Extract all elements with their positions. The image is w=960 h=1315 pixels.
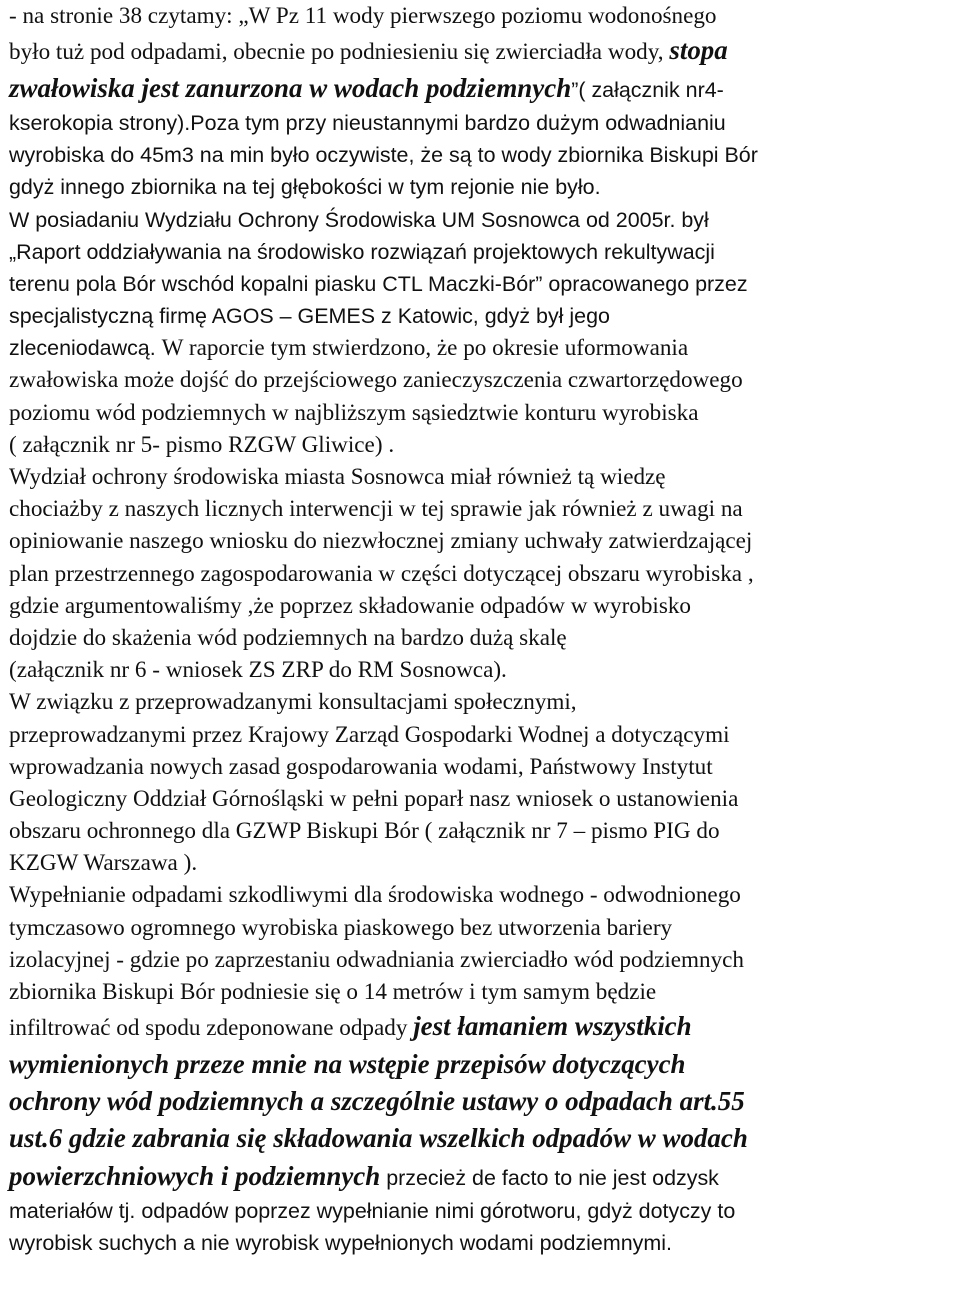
- text-line: [9, 1083, 957, 1120]
- text-line: [9, 171, 957, 203]
- text-line: [9, 461, 957, 493]
- body-text: infiltrować od spodu zdeponowane odpady: [9, 1015, 414, 1042]
- text-line: [9, 300, 957, 332]
- body-text: izolacyjnej - gdzie po zaprzestaniu odwadniania zwierciadło wód podziemnych: [9, 946, 745, 973]
- body-text: było tuż pod odpadami, obecnie po podniesieniu się zwierciadła wody,: [9, 39, 670, 66]
- text-line: [9, 1008, 957, 1045]
- text-line: [9, 719, 957, 751]
- text-line: [9, 590, 957, 622]
- text-line: [9, 815, 957, 847]
- emphasized-text: jest łamaniem wszystkich: [413, 1011, 692, 1042]
- text-line: [9, 558, 957, 590]
- text-line: [9, 107, 957, 139]
- text-line: [9, 1195, 957, 1227]
- text-line: [9, 70, 957, 107]
- body-text: wyrobiska do 45m3 na min było oczywiste, że są to wody zbiornika Biskupi Bór: [9, 143, 758, 168]
- text-line: [9, 686, 957, 718]
- text-line: [9, 139, 957, 171]
- emphasized-text: ochrony wód podziemnych a szczególnie ustawy o odpadach art.55: [9, 1086, 745, 1116]
- emphasized-text: wymienionych przeze mnie na wstępie przepisów dotyczących: [9, 1048, 686, 1079]
- body-text: gdyż innego zbiornika na tej głębokości w tym rejonie nie było.: [9, 175, 601, 200]
- emphasized-text: powierzchniowych i podziemnych: [9, 1160, 381, 1191]
- text-line: [9, 1158, 957, 1195]
- body-text: zwałowiska może dojść do przejściowego zanieczyszczenia czwartorzędowego: [9, 367, 743, 394]
- body-text: W posiadaniu Wydziału Ochrony Środowiska UM Sosnowca od 2005r. był: [9, 207, 709, 232]
- text-line: [9, 751, 957, 783]
- body-text: plan przestrzennego zagospodarowania w części dotyczącej obszaru wyrobiska ,: [9, 560, 754, 587]
- body-text: Wypełnianie odpadami szkodliwymi dla środowiska wodnego - odwodnionego: [9, 882, 741, 909]
- text-line: [9, 912, 957, 944]
- body-text: zleceniodawcą.: [9, 336, 162, 361]
- body-text: dojdzie do skażenia wód podziemnych na bardzo dużą skalę: [9, 624, 567, 651]
- text-line: [9, 944, 957, 976]
- text-line: [9, 397, 957, 429]
- body-text: ”( załącznik nr4-: [571, 77, 724, 102]
- text-line: [9, 1046, 957, 1083]
- body-text: poziomu wód podziemnych w najbliższym sąsiedztwie konturu wyrobiska: [9, 399, 699, 426]
- body-text: ( załącznik nr 5- pismo RZGW Gliwice) .: [9, 431, 395, 458]
- emphasized-text: stopa: [669, 35, 728, 66]
- body-text: tymczasowo ogromnego wyrobiska piaskowego bez utworzenia bariery: [9, 914, 673, 941]
- text-line: [9, 332, 957, 364]
- body-text: Poza tym przy nieustannymi bardzo dużym odwadnianiu: [190, 110, 726, 135]
- text-line: [9, 364, 957, 396]
- text-line: [9, 783, 957, 815]
- text-line: [9, 525, 957, 557]
- text-line: [9, 1227, 957, 1259]
- body-text: (załącznik nr 6 - wniosek ZS ZRP do RM Sosnowca).: [9, 657, 507, 684]
- body-text: obszaru ochronnego dla GZWP Biskupi Bór ( załącznik nr 7 – pismo PIG do: [9, 818, 720, 845]
- emphasized-text: ust.6 gdzie zabrania się składowania wszelkich odpadów w wodach: [9, 1123, 748, 1154]
- document-page: [9, 0, 959, 1260]
- body-text: wyrobisk suchych a nie wyrobisk wypełnionych wodami podziemnymi.: [9, 1231, 672, 1256]
- text-line: [9, 429, 957, 461]
- body-text: Geologiczny Oddział Górnośląski w pełni poparł nasz wniosek o ustanowienia: [9, 785, 739, 812]
- body-text: zbiornika Biskupi Bór podniesie się o 14 metrów i tym samym będzie: [9, 979, 657, 1006]
- text-line: [9, 654, 957, 686]
- emphasized-text: zwałowiska jest zanurzona w wodach podziemnych: [9, 72, 572, 103]
- body-text: „Raport oddziaływania na środowisko rozwiązań projektowych rekultywacji: [9, 239, 715, 264]
- body-text: Wydział ochrony środowiska miasta Sosnowca miał również tą wiedzę: [9, 464, 666, 491]
- text-line: [9, 32, 957, 69]
- text-line: [9, 847, 957, 879]
- body-text: przeprowadzanymi przez Krajowy Zarząd Gospodarki Wodnej a dotyczącymi: [9, 721, 730, 748]
- text-line: [9, 0, 957, 32]
- body-text: KZGW Warszawa ).: [9, 850, 198, 877]
- body-text: opiniowanie naszego wniosku do niezwłocznej zmiany uchwały zatwierdzającej: [9, 528, 753, 555]
- body-text: W raporcie tym stwierdzono, że po okresie uformowania: [161, 335, 689, 362]
- text-line: [9, 879, 957, 911]
- body-text: chociażby z naszych licznych interwencji w tej sprawie jak również z uwagi na: [9, 496, 743, 523]
- body-text: materiałów tj. odpadów poprzez wypełnianie nimi górotworu, gdyż dotyczy to: [9, 1199, 736, 1224]
- body-text: W związku z przeprowadzanymi konsultacjami społecznymi,: [9, 689, 577, 716]
- text-line: [9, 976, 957, 1008]
- text-line: [9, 1120, 957, 1157]
- text-line: [9, 622, 957, 654]
- body-text: przecież de facto to nie jest odzysk: [380, 1165, 719, 1190]
- body-text: wprowadzania nowych zasad gospodarowania wodami, Państwowy Instytut: [9, 753, 713, 780]
- text-line: [9, 493, 957, 525]
- text-line: [9, 204, 957, 236]
- body-text: gdzie argumentowaliśmy ,że poprzez składowanie odpadów w wyrobisko: [9, 592, 691, 619]
- body-text: specjalistyczną firmę AGOS – GEMES z Katowic, gdyż był jego: [9, 304, 610, 329]
- body-text: terenu pola Bór wschód kopalni piasku CTL Maczki-Bór” opracowanego przez: [9, 271, 748, 296]
- text-line: [9, 236, 957, 268]
- body-text: - na stronie 38 czytamy: „W Pz 11 wody pierwszego poziomu wodonośnego: [9, 3, 717, 29]
- text-line: [9, 268, 957, 300]
- body-text: kserokopia strony).: [9, 110, 191, 135]
